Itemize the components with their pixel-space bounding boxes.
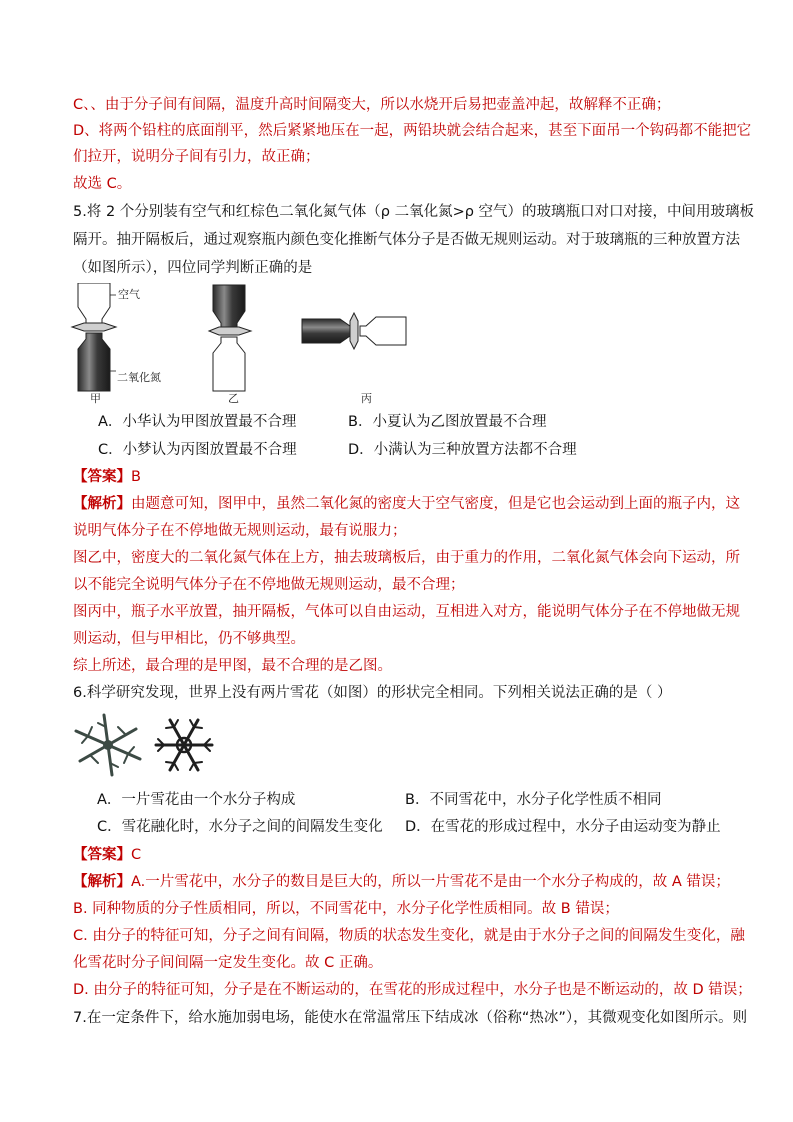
q5-caption-bing: 丙 bbox=[361, 392, 372, 405]
snowflake-image-2 bbox=[156, 720, 212, 770]
q6-stem: 6.科学研究发现，世界上没有两片雪花（如图）的形状完全相同。下列相关说法正确的是（ ） bbox=[73, 685, 672, 701]
q6-analysis-line1 bbox=[73, 872, 730, 892]
q6-option-b: B．不同雪花中，水分子化学性质不相同 bbox=[405, 792, 662, 808]
snowflake-image-1 bbox=[76, 715, 140, 775]
q6-snowflake-figure bbox=[72, 712, 222, 778]
q5-analysis-line2: 说明气体分子在不停地做无规则运动，最有说服力； bbox=[73, 523, 407, 539]
q5-option-c: C．小梦认为丙图放置最不合理 bbox=[98, 442, 297, 458]
q7-stem: 7.在一定条件下，给水施加弱电场，能使水在常温常压下结成冰（俗称“热冰”），其微观变化如图所示。则 bbox=[73, 1010, 748, 1026]
q5-answer bbox=[73, 467, 141, 487]
q5-stem-line2: 隔开。抽开隔板后，通过观察瓶内颜色变化推断气体分子是否做无规则运动。对于玻璃瓶的三种放置方法 bbox=[73, 232, 740, 248]
bottle-setup-yi bbox=[209, 285, 251, 391]
q5-analysis-line6: 则运动，但与甲相比，仍不够典型。 bbox=[73, 631, 305, 647]
q4-option-d-explanation-line2: 们拉开，说明分子间有引力，故正确； bbox=[73, 149, 320, 165]
bottle-setup-bing bbox=[302, 313, 406, 349]
q5-caption-jia: 甲 bbox=[90, 392, 101, 405]
q5-option-b: B．小夏认为乙图放置最不合理 bbox=[348, 414, 547, 430]
q5-option-d: D．小满认为三种放置方法都不合理 bbox=[348, 442, 577, 458]
q4-final-choice: 故选 C。 bbox=[73, 176, 132, 192]
q5-analysis-line7: 综上所述，最合理的是甲图，最不合理的是乙图。 bbox=[73, 658, 392, 674]
q6-answer bbox=[73, 845, 141, 865]
q6-analysis-line2: B. 同种物质的分子性质相同，所以，不同雪花中，水分子化学性质相同。故 B 错误； bbox=[73, 901, 619, 917]
q5-option-a: A．小华认为甲图放置最不合理 bbox=[98, 414, 297, 430]
q4-option-c-explanation: C、、由于分子间有间隔，温度升高时间隔变大，所以水烧开后易把壶盖冲起，故解释不正确； bbox=[73, 97, 671, 113]
q5-analysis-line1 bbox=[73, 494, 740, 514]
q6-analysis-tag: 【解析】 bbox=[73, 874, 131, 890]
q5-stem-line3: （如图所示），四位同学判断正确的是 bbox=[73, 260, 313, 276]
q5-answer-tag: 【答案】 bbox=[73, 469, 131, 485]
q6-analysis-text1: A.一片雪花中，水分子的数目是巨大的，所以一片雪花不是由一个水分子构成的，故 A 错误； bbox=[131, 874, 730, 890]
q6-option-a: A．一片雪花由一个水分子构成 bbox=[97, 792, 296, 808]
q6-option-d: D．在雪花的形成过程中，水分子由运动变为静止 bbox=[405, 819, 721, 835]
q5-label-no2: 二氧化氮 bbox=[117, 371, 161, 384]
q4-option-d-explanation-line1: D、将两个铅柱的底面削平，然后紧紧地压在一起，两铅块就会结合起来，甚至下面吊一个钩码都不能把它 bbox=[73, 123, 752, 139]
q5-stem-line1: 5.将 2 个分别装有空气和红棕色二氧化氮气体（ρ 二氧化氮>ρ 空气）的玻璃瓶口对口对接，中间用玻璃板 bbox=[73, 204, 755, 220]
q5-caption-yi: 乙 bbox=[228, 392, 239, 405]
q5-analysis-line5: 图丙中，瓶子水平放置，抽开隔板，气体可以自由运动，互相进入对方，能说明气体分子在不停地做无规 bbox=[73, 604, 740, 620]
q6-analysis-line4: 化雪花时分子间间隔一定发生变化。故 C 正确。 bbox=[73, 955, 383, 971]
bottle-setup-jia bbox=[72, 283, 116, 391]
q5-answer-value: B bbox=[131, 469, 141, 485]
q5-label-air: 空气 bbox=[118, 288, 140, 301]
q5-analysis-tag: 【解析】 bbox=[73, 496, 131, 512]
q6-answer-value: C bbox=[131, 847, 142, 863]
q6-analysis-line5: D. 由分子的特征可知，分子是在不断运动的，在雪花的形成过程中，水分子也是不断运动的，故 D 错误； bbox=[73, 982, 752, 998]
q6-answer-tag: 【答案】 bbox=[73, 847, 131, 863]
q5-analysis-line4: 以不能完全说明气体分子在不停地做无规则运动，最不合理； bbox=[73, 577, 465, 593]
q5-analysis-text1: 由题意可知，图甲中，虽然二氧化氮的密度大于空气密度，但是它也会运动到上面的瓶子内，这 bbox=[131, 496, 740, 512]
q6-analysis-line3: C. 由分子的特征可知，分子之间有间隔，物质的状态发生变化，就是由于水分子之间的间隔发生变化，融 bbox=[73, 928, 745, 944]
q5-analysis-line3: 图乙中，密度大的二氧化氮气体在上方，抽去玻璃板后，由于重力的作用，二氧化氮气体会向下运动，所 bbox=[73, 550, 740, 566]
q6-option-c: C．雪花融化时，水分子之间的间隔发生变化 bbox=[97, 819, 383, 835]
